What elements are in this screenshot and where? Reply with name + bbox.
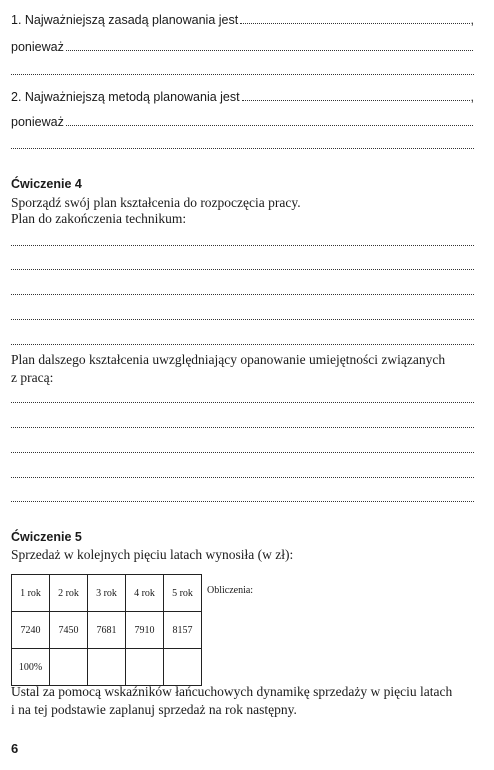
question-2-text: 2. Najważniejszą metodą planowania jest [11,90,240,104]
table-row [12,649,202,686]
question-1-row [11,9,474,27]
table-cell-blank[interactable] [50,649,88,686]
table-cell: 100% [12,649,50,686]
exercise-4-instruction: Sporządź swój plan kształcenia do rozpoczęcia pracy. [11,195,301,210]
page-number: 6 [11,741,19,756]
table-header-cell: 5 rok [164,575,202,612]
answer-line[interactable] [11,148,474,149]
answer-line[interactable] [11,477,474,478]
because-label: ponieważ [11,115,64,129]
exercise-4-subheading: Plan do zakończenia technikum: [11,211,187,226]
answer-line[interactable] [66,125,473,126]
answer-line[interactable] [240,23,469,24]
table-cell: 7910 [126,612,164,649]
table-header-cell: 3 rok [88,575,126,612]
answer-line[interactable] [11,402,474,403]
answer-line[interactable] [66,50,473,51]
table-cell: 7240 [12,612,50,649]
because-label: ponieważ [11,40,64,54]
table-cell: 7681 [88,612,126,649]
sales-table [11,574,202,686]
exercise-5-heading: Ćwiczenie 5 [11,530,82,544]
question-2-row [11,86,474,104]
answer-line[interactable] [11,319,474,320]
answer-line[interactable] [11,245,474,246]
exercise-5-task-line-1: Ustal za pomocą wskaźników łańcuchowych dynamikę sprzedaży w pięciu latach [11,684,453,699]
table-row [12,612,202,649]
table-cell-blank[interactable] [88,649,126,686]
exercise-4-heading: Ćwiczenie 4 [11,177,82,191]
answer-line[interactable] [11,269,474,270]
question-2-because-row [11,111,474,129]
question-1-because-row [11,36,474,54]
table-row [12,575,202,612]
exercise-4-subheading-2-cont: z pracą: [11,370,54,385]
exercise-4-subheading-2: Plan dalszego kształcenia uwzględniający opanowanie umiejętności związanych [11,352,446,367]
answer-line[interactable] [11,501,474,502]
table-cell-blank[interactable] [164,649,202,686]
answer-line[interactable] [11,427,474,428]
answer-line[interactable] [242,100,470,101]
exercise-5-task-line-2: i na tej podstawie zaplanuj sprzedaż na rok następny. [11,702,297,717]
comma: , [470,90,474,104]
table-header-cell: 1 rok [12,575,50,612]
calculations-label: Obliczenia: [207,585,254,596]
table-cell: 8157 [164,612,202,649]
table-header-cell: 2 rok [50,575,88,612]
table-cell: 7450 [50,612,88,649]
table-cell-blank[interactable] [126,649,164,686]
answer-line[interactable] [11,344,474,345]
comma: , [470,13,474,27]
answer-line[interactable] [11,294,474,295]
question-1-text: 1. Najważniejszą zasadą planowania jest [11,13,239,27]
answer-line[interactable] [11,74,474,75]
table-header-cell: 4 rok [126,575,164,612]
exercise-5-intro: Sprzedaż w kolejnych pięciu latach wynosiła (w zł): [11,547,294,562]
answer-line[interactable] [11,452,474,453]
